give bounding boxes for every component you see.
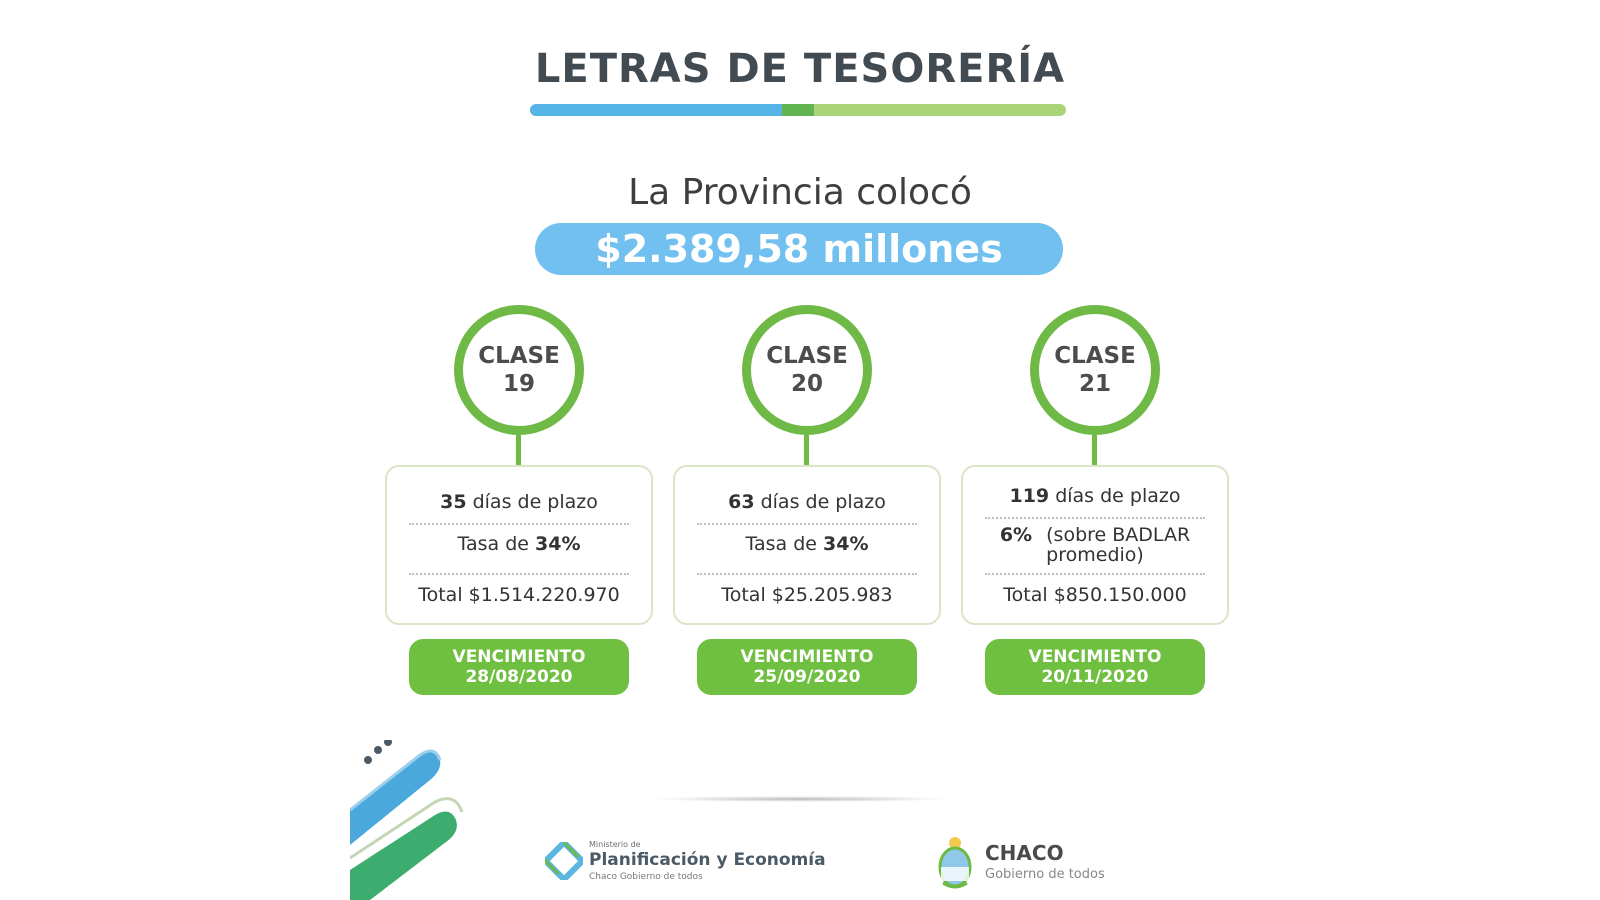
footer-divider	[650, 796, 950, 802]
plazo-number: 63	[728, 491, 755, 513]
plazo-number: 119	[1009, 485, 1050, 507]
diamond-logo-icon	[545, 842, 583, 880]
class-number: 20	[790, 371, 823, 397]
info-card	[673, 465, 941, 625]
separator	[985, 573, 1205, 575]
chaco-logo	[935, 835, 1135, 891]
plazo-number: 35	[440, 491, 467, 513]
subtitle: La Provincia colocó	[628, 172, 972, 213]
total-row: Total $1.514.220.970	[418, 584, 620, 606]
tasa-value: 34%	[535, 533, 581, 555]
plazo-text: días de plazo	[754, 491, 886, 513]
vencimiento-badge	[985, 639, 1205, 695]
decor-dot	[364, 756, 372, 764]
separator	[409, 573, 629, 575]
total-row: Total $25.205.983	[721, 584, 893, 606]
vencimiento-label: VENCIMIENTO	[740, 647, 874, 667]
plazo-row	[697, 491, 917, 513]
connector-line	[516, 435, 521, 465]
vencimiento-badge	[409, 639, 629, 695]
ministerio-name: Planificación y Economía	[589, 850, 826, 870]
separator	[409, 523, 629, 525]
separator	[697, 523, 917, 525]
class-circle	[742, 305, 872, 435]
tasa-value: 6%	[999, 524, 1033, 546]
class-label: CLASE	[766, 343, 848, 369]
plazo-row	[985, 485, 1205, 507]
amount-badge: $2.389,58 millones	[535, 223, 1063, 275]
class-column-21	[961, 305, 1229, 695]
class-number: 21	[1078, 371, 1111, 397]
connector-line	[804, 435, 809, 465]
tasa-suffix: (sobre BADLAR	[1046, 524, 1191, 546]
tasa-row	[985, 525, 1205, 565]
tasa-prefix: Tasa de	[457, 533, 535, 555]
class-label: CLASE	[478, 343, 560, 369]
decor-dot	[374, 746, 382, 754]
plazo-text: días de plazo	[1049, 485, 1181, 507]
decor-dot	[384, 740, 392, 746]
tasa-suffix-line2: promedio)	[1046, 544, 1144, 566]
vencimiento-label: VENCIMIENTO	[1028, 647, 1162, 667]
class-label: CLASE	[1054, 343, 1136, 369]
plazo-text: días de plazo	[466, 491, 598, 513]
tasa-row	[409, 533, 629, 555]
vencimiento-date: 25/09/2020	[753, 667, 861, 687]
class-column-19	[385, 305, 653, 695]
class-column-20	[673, 305, 941, 695]
chaco-name: CHACO	[985, 841, 1064, 865]
vencimiento-label: VENCIMIENTO	[452, 647, 586, 667]
vencimiento-badge	[697, 639, 917, 695]
ministerio-logo	[545, 840, 845, 890]
info-card	[385, 465, 653, 625]
vencimiento-date: 20/11/2020	[1041, 667, 1149, 687]
ministerio-subtitle: Chaco Gobierno de todos	[589, 872, 703, 882]
tasa-value: 34%	[823, 533, 869, 555]
class-circle	[454, 305, 584, 435]
tasa-row	[697, 533, 917, 555]
total-row: Total $850.150.000	[1003, 584, 1187, 606]
decorative-stripes	[350, 740, 480, 900]
chaco-subtitle: Gobierno de todos	[985, 867, 1105, 882]
separator	[697, 573, 917, 575]
class-circle	[1030, 305, 1160, 435]
separator	[985, 517, 1205, 519]
page-title: LETRAS DE TESORERÍA	[534, 46, 1066, 92]
coat-of-arms-icon	[935, 835, 975, 889]
connector-line	[1092, 435, 1097, 465]
title-underline	[530, 104, 1066, 116]
class-number: 19	[502, 371, 535, 397]
tasa-prefix: Tasa de	[745, 533, 823, 555]
ministerio-small-label: Ministerio de	[589, 840, 641, 849]
vencimiento-date: 28/08/2020	[465, 667, 573, 687]
info-card	[961, 465, 1229, 625]
plazo-row	[409, 491, 629, 513]
